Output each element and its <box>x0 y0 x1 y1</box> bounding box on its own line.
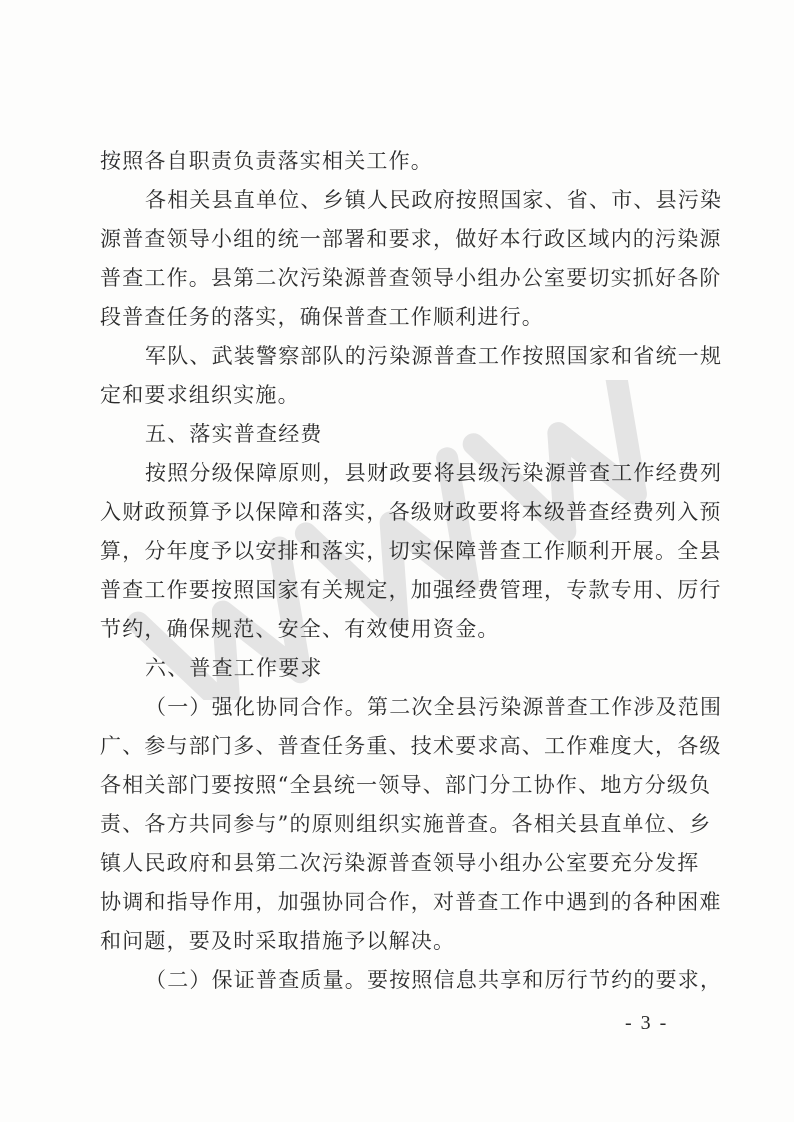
page-number: - 3 - <box>625 1012 669 1034</box>
text-line-13: 节约，确保规范、安全、有效使用资金。 <box>100 617 500 641</box>
text-line-5: 段普查任务的落实，确保普查工作顺利进行。 <box>100 305 544 329</box>
text-line-20: 协调和指导作用，加强协同合作，对普查工作中遇到的各种困难 <box>100 890 722 914</box>
text-line-16: 广、参与部门多、普查任务重、技术要求高、工作难度大，各级 <box>100 734 722 758</box>
text-line-22: （二）保证普查质量。要按照信息共享和厉行节约的要求， <box>145 968 723 992</box>
section-heading-6: 六、普查工作要求 <box>145 656 323 680</box>
text-line-6: 军队、武装警察部队的污染源普查工作按照国家和省统一规 <box>145 344 723 368</box>
text-line-18: 责、各方共同参与”的原则组织实施普查。各相关县直单位、乡 <box>100 812 712 836</box>
section-heading-5: 五、落实普查经费 <box>145 422 323 446</box>
watermark-text: WWW <box>398 680 402 681</box>
text-line-12: 普查工作要按照国家有关规定，加强经费管理，专款专用、厉行 <box>100 578 722 602</box>
text-line-1: 按照各自职责负责落实相关工作。 <box>100 149 433 173</box>
text-line-9: 按照分级保障原则，县财政要将县级污染源普查工作经费列 <box>145 461 723 485</box>
text-line-4: 普查工作。县第二次污染源普查领导小组办公室要切实抓好各阶 <box>100 266 722 290</box>
text-line-3: 源普查领导小组的统一部署和要求，做好本行政区域内的污染源 <box>100 227 722 251</box>
text-line-10: 入财政预算予以保障和落实，各级财政要将本级普查经费列入预 <box>100 500 722 524</box>
text-line-11: 算，分年度予以安排和落实，切实保障普查工作顺利开展。全县 <box>100 539 722 563</box>
text-line-19: 镇人民政府和县第二次污染源普查领导小组办公室要充分发挥 <box>100 851 700 875</box>
text-line-15: （一）强化协同合作。第二次全县污染源普查工作涉及范围 <box>145 695 723 719</box>
text-line-2: 各相关县直单位、乡镇人民政府按照国家、省、市、县污染 <box>145 188 723 212</box>
text-line-17: 各相关部门要按照“全县统一领导、部门分工协作、地方分级负 <box>100 773 712 797</box>
text-line-21: 和问题，要及时采取措施予以解决。 <box>100 929 456 953</box>
text-line-7: 定和要求组织实施。 <box>100 383 300 407</box>
